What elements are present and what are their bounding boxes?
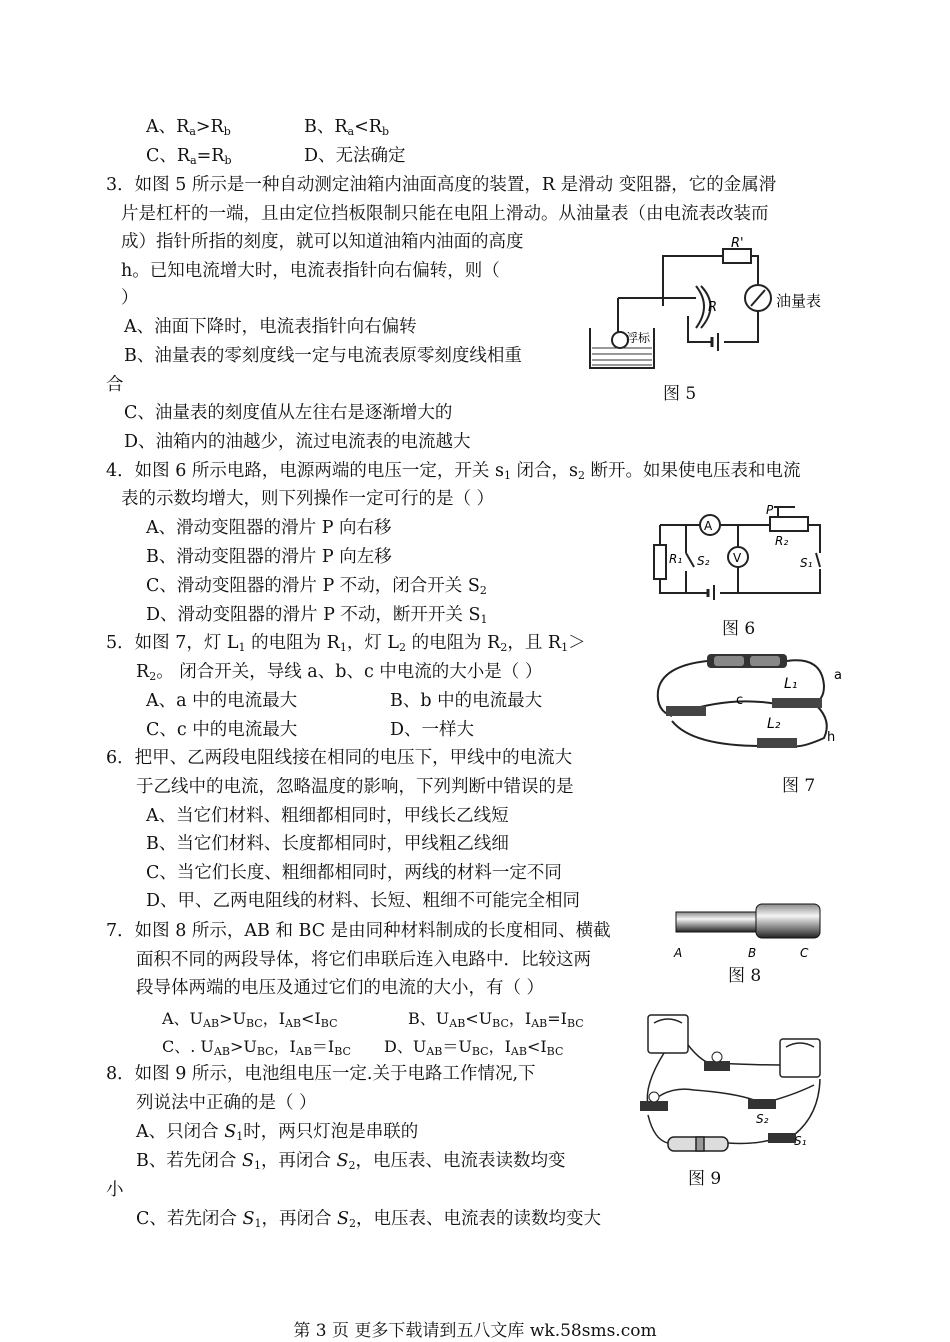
svg-text:S₁: S₁ [800, 556, 813, 570]
figure-8-caption: 图 8 [728, 966, 762, 986]
q3-option-a: A、油面下降时，电流表指针向右偏转 [124, 317, 417, 337]
figure-5-oil-gauge-circuit [588, 236, 838, 376]
q3-stem-line5: ） [121, 288, 139, 308]
q6-option-c: C、当它们长度、粗细都相同时，两线的材料一定不同 [146, 863, 562, 883]
label-b: B [748, 946, 757, 960]
svg-text:L₂: L₂ [767, 716, 781, 732]
q5-option-b: B、b 中的电流最大 [390, 691, 543, 711]
figure-9-photo-circuit [634, 1005, 834, 1155]
q4-stem-line1: 4．如图 6 所示电路，电源两端的电压一定，开关 $s_1$ 闭合，$s_2$ 断开。如果使电压表和电流 [106, 461, 801, 482]
q3-option-c: C、油量表的刻度值从左往右是逐渐增大的 [124, 403, 453, 423]
q3-option-b-cont: 合 [106, 375, 124, 395]
q6-stem-line2: 于乙线中的电流，忽略温度的影响，下列判断中错误的是 [136, 777, 574, 797]
q5-stem-line2: $R_2$。 闭合开关，导线 a、b、c 中电流的大小是（ ） [136, 662, 543, 683]
q6-option-d: D、甲、乙两电阻线的材料、长短、粗细不可能完全相同 [146, 891, 581, 911]
svg-text:A: A [704, 519, 713, 533]
svg-text:L₁: L₁ [784, 676, 798, 692]
rheostat-label: R [708, 300, 718, 315]
q5-option-c: C、c 中的电流最大 [146, 720, 298, 740]
meter-label: 油量表 [776, 292, 822, 310]
q8-stem-line1: 8．如图 9 所示，电池组电压一定.关于电路工作情况,下 [106, 1064, 536, 1084]
page-footer: 第 3 页 更多下载请到五八文库 wk.58sms.com [293, 1321, 657, 1341]
figure-6-circuit [650, 505, 830, 600]
q7-option-d: D、$U_{AB}=U_{BC}$，$I_{AB}<I_{BC}$ [384, 1037, 564, 1058]
q3-stem-line1: 3．如图 5 所示是一种自动测定油箱内油面高度的装置，R 是滑动 变阻器，它的金属滑 [106, 175, 777, 195]
q5-option-d: D、一样大 [390, 720, 475, 740]
q7-stem-line2: 面积不同的两段导体，将它们串联后连入电路中．比较这两 [136, 950, 591, 970]
q5-option-a: A、a 中的电流最大 [146, 691, 298, 711]
svg-text:S₂: S₂ [697, 554, 710, 568]
figure-5-caption: 图 5 [663, 384, 697, 404]
q6-option-a: A、当它们材料、粗细都相同时，甲线长乙线短 [146, 806, 509, 826]
q2-option-c: C、$R_a=R_b$ [146, 146, 232, 167]
q7-stem-line1: 7．如图 8 所示，AB 和 BC 是由同种材料制成的长度相同、横截 [106, 921, 611, 941]
q4-option-c: C、滑动变阻器的滑片 P 不动，闭合开关 $S_2$ [146, 576, 487, 597]
q4-stem-line2: 表的示数均增大，则下列操作一定可行的是（ ） [121, 489, 495, 509]
float-label: 浮标 [626, 331, 651, 345]
resistor-label: R' [731, 236, 744, 251]
svg-text:P: P [766, 505, 774, 517]
figure-8-conductor [668, 900, 828, 960]
q8-option-a: A、只闭合 $S_1$时，两只灯泡是串联的 [136, 1122, 419, 1143]
svg-text:S₂: S₂ [756, 1112, 769, 1126]
svg-text:S₁: S₁ [794, 1134, 807, 1148]
q8-option-b: B、若先闭合 $S_1$，再闭合 $S_2$，电压表、电流表读数均变 [136, 1151, 566, 1172]
q8-option-b-cont: 小 [106, 1180, 124, 1200]
q7-option-c: C、. $U_{AB}>U_{BC}$，$I_{AB}=I_{BC}$ [162, 1037, 351, 1058]
label-c: C [800, 946, 809, 960]
q2-option-b: B、$R_a<R_b$ [304, 117, 389, 138]
q3-stem-line2: 片是杠杆的一端，且由定位挡板限制只能在电阻上滑动。从油量表（由电流表改装而 [121, 204, 769, 224]
label-a: A [674, 946, 683, 960]
q3-stem-line4: h。已知电流增大时，电流表指针向右偏转，则（ [121, 261, 500, 281]
svg-text:R₂: R₂ [775, 534, 789, 548]
figure-7-photo-circuit [652, 646, 847, 751]
figure-7-caption: 图 7 [782, 776, 816, 796]
q7-stem-line3: 段导体两端的电压及通过它们的电流的大小，有（ ） [136, 978, 545, 998]
q3-stem-line3: 成）指针所指的刻度，就可以知道油箱内油面的高度 [121, 232, 524, 252]
figure-6-caption: 图 6 [722, 619, 756, 639]
svg-text:c: c [736, 693, 744, 708]
q3-option-b: B、油量表的零刻度线一定与电流表原零刻度线相重 [124, 346, 522, 366]
q8-stem-line2: 列说法中正确的是（ ） [136, 1093, 317, 1113]
q4-option-b: B、滑动变阻器的滑片 P 向左移 [146, 547, 392, 567]
q3-option-d: D、油箱内的油越少，流过电流表的电流越大 [124, 432, 471, 452]
figure-9-caption: 图 9 [688, 1169, 722, 1189]
q4-option-a: A、滑动变阻器的滑片 P 向右移 [146, 518, 392, 538]
q6-option-b: B、当它们材料、长度都相同时，甲线粗乙线细 [146, 834, 509, 854]
q2-option-d: D、无法确定 [304, 146, 406, 166]
q7-option-b: B、$U_{AB}<U_{BC}$，$I_{AB}=I_{BC}$ [408, 1009, 584, 1030]
svg-text:a: a [834, 668, 842, 683]
svg-text:V: V [733, 551, 742, 565]
q5-stem-line1: 5．如图 7，灯 $L_1$ 的电阻为 $R_1$，灯 $L_2$ 的电阻为 $R_2$，且 $R_1>$ [106, 633, 586, 654]
q6-stem-line1: 6．把甲、乙两段电阻线接在相同的电压下，甲线中的电流大 [106, 748, 573, 768]
q7-option-a: A、$U_{AB}>U_{BC}$，$I_{AB}<I_{BC}$ [162, 1009, 338, 1030]
svg-text:h: h [827, 730, 836, 745]
q4-option-d: D、滑动变阻器的滑片 P 不动，断开开关 $S_1$ [146, 605, 488, 626]
svg-text:R₁: R₁ [669, 552, 683, 566]
q2-option-a: A、$R_a>R_b$ [146, 117, 231, 138]
q8-option-c: C、若先闭合 $S_1$，再闭合 $S_2$，电压表、电流表的读数均变大 [136, 1209, 602, 1230]
